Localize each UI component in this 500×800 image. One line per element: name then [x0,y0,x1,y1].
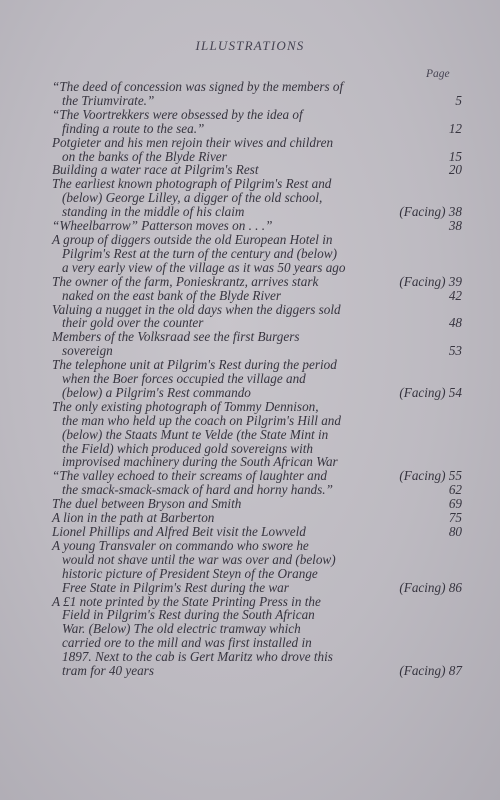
entry-page-number: 38 [448,218,462,234]
entry-caption-line: a very early view of the village as it was 50 years ago [62,259,346,275]
entry-caption-line: the Triumvirate.” [62,92,155,108]
illustration-entry [52,497,462,511]
entry-caption-line: A young Transvaler on commando who swore he [52,537,309,553]
entry-caption-line: their gold over the counter [62,315,204,331]
illustration-entry [52,358,462,400]
entry-page-number: 75 [448,510,462,526]
entry-caption-line: Pilgrim's Rest at the turn of the century and (below) [62,245,337,261]
entry-page-number: 48 [448,315,462,331]
entry-caption-line: “The deed of concession was signed by the members of [52,79,344,94]
entry-caption-line: (below) George Lilley, a digger of the old school, [62,190,323,206]
entry-page-number: 12 [448,120,462,136]
entry-caption-line: historic picture of President Steyn of the Orange [62,565,318,581]
illustration-entry [52,177,462,219]
entry-page-number: (Facing) 86 [399,579,462,595]
entry-page-number: 69 [448,496,462,512]
entry-caption-line: The duel between Bryson and Smith [52,496,242,512]
entry-caption-line: “The valley echoed to their screams of laughter and [52,468,327,484]
entry-page-number: 42 [448,287,462,303]
illustration-entry [52,136,462,164]
illustration-entry [52,595,462,678]
entry-caption-line: the smack-smack-smack of hard and horny hands.” [62,482,333,498]
entry-caption-line: “Wheelbarrow” Patterson moves on . . .” [52,218,273,234]
entry-caption-line: naked on the east bank of the Blyde River [62,287,281,303]
entry-page-number: 53 [448,343,462,359]
entry-page-number: 5 [455,92,462,108]
entry-caption-line: Valuing a nugget in the old days when the diggers sold [52,301,341,317]
entry-caption-line: sovereign [62,343,113,359]
entry-page-number: 15 [448,148,462,164]
illustration-entry [52,330,462,358]
entry-page-number: (Facing) 55 [399,468,462,484]
entry-caption-line: standing in the middle of his claim [62,204,245,220]
entry-caption-line: 1897. Next to the cab is Gert Maritz who drove this [62,649,333,665]
page-heading: ILLUSTRATIONS [195,38,305,53]
entry-caption-line: A group of diggers outside the old European Hotel in [52,231,333,247]
entry-caption-line: the man who held up the coach on Pilgrim's Hill and [62,412,341,428]
entry-caption-line: The owner of the farm, Ponieskrantz, arrives stark [52,273,319,289]
entry-caption-line: Potgieter and his men rejoin their wives and children [52,134,334,150]
entry-caption-line: carried ore to the mill and was first installed in [62,635,312,651]
entry-caption-line: The earliest known photograph of Pilgrim's Rest and [52,176,332,192]
entry-caption-line: improvised machinery during the South African War [62,454,338,470]
illustration-entry [52,219,462,233]
entry-caption-line: (below) a Pilgrim's Rest commando [62,384,251,400]
illustration-entry [52,163,462,177]
entry-page-number: 80 [448,524,462,539]
illustration-entry [52,525,462,539]
illustrations-list [52,80,462,678]
entry-page-number: (Facing) 39 [399,273,462,289]
illustration-entry [52,469,462,497]
illustration-entry [52,275,462,303]
page-column-label: Page [426,68,450,80]
entry-caption-line: Building a water race at Pilgrim's Rest [52,162,259,178]
entry-page-number: (Facing) 87 [399,663,462,679]
entry-caption-line: War. (Below) The old electric tramway which [62,621,301,637]
illustration-entry [52,539,462,595]
entry-caption-line: The telephone unit at Pilgrim's Rest during the period [52,357,337,373]
entry-caption-line: A £1 note printed by the State Printing Press in the [52,593,321,609]
entry-caption-line: Lionel Phillips and Alfred Beit visit the Lowveld [52,524,306,539]
entry-page-number: 62 [448,482,462,498]
illustration-entry [52,511,462,525]
entry-caption-line: finding a route to the sea.” [62,120,205,136]
entry-caption-line: tram for 40 years [62,663,154,679]
entry-caption-line: Free State in Pilgrim's Rest during the war [62,579,289,595]
illustration-entry [52,108,462,136]
entry-caption-line: would not shave until the war was over and (below) [62,551,336,567]
entry-page-number: (Facing) 54 [399,384,462,400]
entry-caption-line: the Field) which produced gold sovereigns with [62,440,314,456]
illustration-entry [52,80,462,108]
illustration-entry [52,303,462,331]
entry-caption-line: on the banks of the Blyde River [62,148,227,164]
entry-caption-line: A lion in the path at Barberton [52,510,215,526]
entry-page-number: 20 [448,162,462,178]
entry-caption-line: when the Boer forces occupied the village and [62,371,306,387]
entry-caption-line: The only existing photograph of Tommy Dennison, [52,398,319,414]
entry-page-number: (Facing) 38 [399,204,462,220]
entry-caption-line: Field in Pilgrim's Rest during the South African [62,607,315,623]
entry-caption-line: “The Voortrekkers were obsessed by the idea of [52,106,303,122]
entry-caption-line: Members of the Volksraad see the first Burgers [52,329,300,345]
entry-caption-line: (below) the Staats Munt te Velde (the State Mint in [62,426,329,442]
